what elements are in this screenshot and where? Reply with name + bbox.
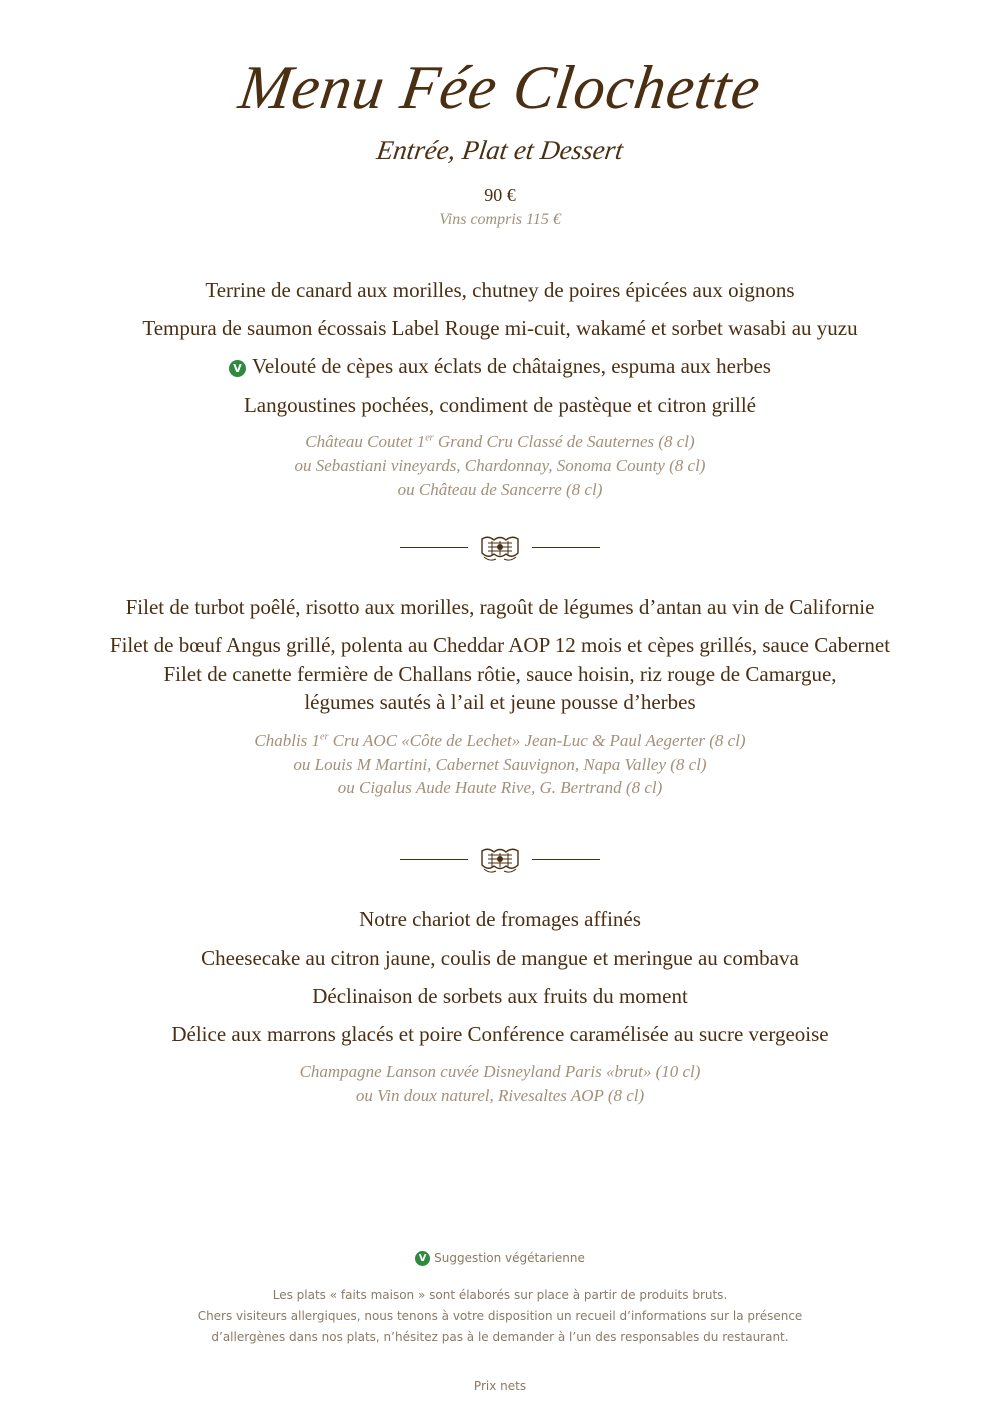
divider-line-right [532,547,600,548]
divider-line-right [532,859,600,860]
plat-dish-3-continued: légumes sautés à l’ail et jeune pousse d’herbes [304,690,696,714]
section-divider-2 [400,845,600,875]
entree-wine-1-sup: er [425,432,434,444]
menu-price: 90 € [484,185,516,205]
entree-wine-1-a: Château Coutet 1 [305,432,426,451]
menu-price-with-wine: Vins compris 115 € [439,211,561,228]
entree-wine-1 [0,430,1000,454]
entree-dish-4: Langoustines pochées, condiment de pastèque et citron grillé [243,393,756,417]
plat-wine-1-sup: er [320,731,329,743]
divider-line-left [400,547,468,548]
plat-dish-3: Filet de canette fermière de Challans rôtie, sauce hoisin, riz rouge de Camargue, [163,662,837,686]
vegetarian-legend-label: Suggestion végétarienne [434,1251,585,1265]
divider-line-left [400,859,468,860]
entree-dish-2: Tempura de saumon écossais Label Rouge mi-cuit, wakamé et sorbet wasabi au yuzu [142,316,858,340]
ornament-icon [478,533,522,563]
dessert-wine-2: ou Vin doux naturel, Rivesaltes AOP (8 cl) [355,1086,645,1105]
menu-subtitle: Entrée, Plat et Dessert [374,135,626,165]
plat-dish-2: Filet de bœuf Angus grillé, polenta au Cheddar AOP 12 mois et cèpes grillés, sauce Cabernet [109,633,891,657]
dessert-dish-3: Déclinaison de sorbets aux fruits du moment [312,984,688,1008]
dessert-dish-4: Délice aux marrons glacés et poire Conférence caramélisée au sucre vergeoise [171,1022,829,1046]
plat-wine-1-b: Cru AOC «Côte de Lechet» Jean-Luc & Paul Aegerter (8 cl) [328,731,746,750]
footer-prix-nets: Prix nets [473,1379,527,1393]
entree-dish-3 [0,352,1000,380]
plat-wine-3: ou Cigalus Aude Haute Rive, G. Bertrand (8 cl) [337,778,663,797]
footer-note-line-3: d’allergènes dans nos plats, n’hésitez pas à le demander à l’un des responsables du restaurant. [211,1330,789,1344]
vegetarian-legend [0,1249,1000,1267]
plat-wine-1-a: Chablis 1 [254,731,321,750]
entree-wine-1-b: Grand Cru Classé de Sauternes (8 cl) [433,432,695,451]
entree-wine-2: ou Sebastiani vineyards, Chardonnay, Sonoma County (8 cl) [294,456,706,475]
dessert-wine-1: Champagne Lanson cuvée Disneyland Paris «brut» (10 cl) [299,1062,701,1081]
section-divider-1 [400,533,600,563]
ornament-icon [478,845,522,875]
vegetarian-icon: V [415,1251,430,1266]
dessert-dish-2: Cheesecake au citron jaune, coulis de mangue et meringue au combava [201,946,799,970]
entree-wine-3: ou Château de Sancerre (8 cl) [397,480,603,499]
menu-title: Menu Fée Clochette [234,54,766,122]
entree-dish-3-label: Velouté de cèpes aux éclats de châtaignes, espuma aux herbes [252,354,771,378]
plat-wine-1 [0,729,1000,753]
footer-note-line-1: Les plats « faits maison » sont élaborés sur place à partir de produits bruts. [272,1288,728,1302]
vegetarian-icon: V [229,360,246,377]
footer-note-line-2: Chers visiteurs allergiques, nous tenons à votre disposition un recueil d’informations sur la présence [197,1309,803,1323]
entree-dish-1: Terrine de canard aux morilles, chutney de poires épicées aux oignons [205,278,795,302]
plat-dish-1: Filet de turbot poêlé, risotto aux morilles, ragoût de légumes d’antan au vin de Californie [125,595,875,619]
plat-wine-2: ou Louis M Martini, Cabernet Sauvignon, Napa Valley (8 cl) [293,755,707,774]
dessert-dish-1: Notre chariot de fromages affinés [359,907,641,931]
